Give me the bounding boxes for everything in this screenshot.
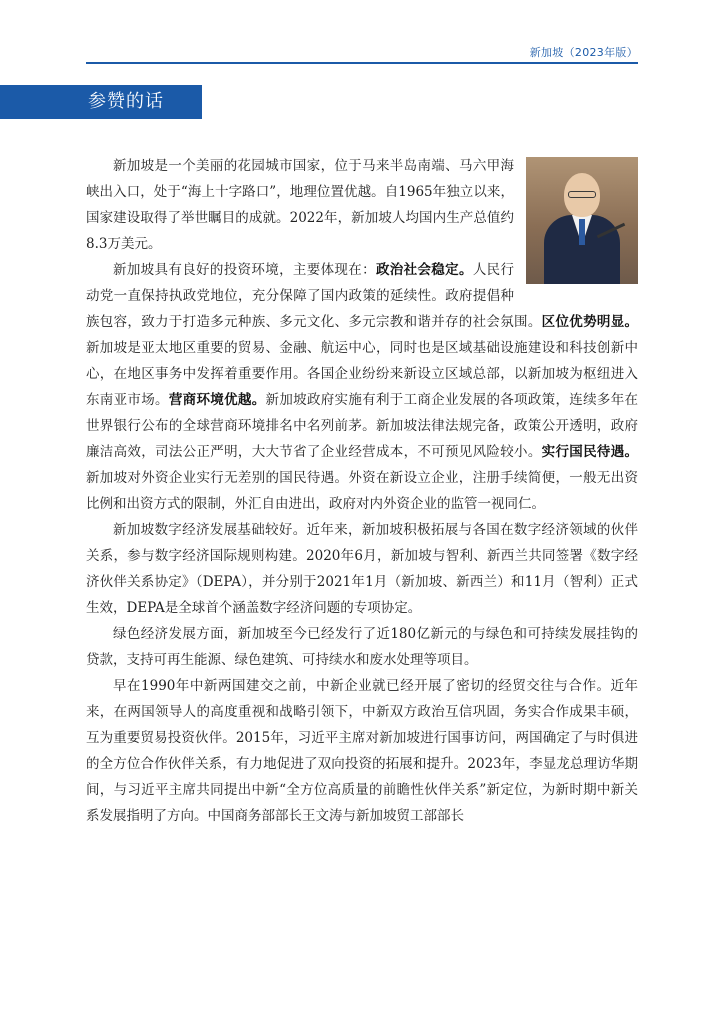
paragraph-green-economy: 绿色经济发展方面，新加坡至今已经发行了近180亿新元的与绿色和可持续发展挂钩的贷款，支持可再生能源、绿色建筑、可持续水和废水处理等项目。 bbox=[86, 626, 638, 668]
text-run: 新加坡具有良好的投资环境，主要体现在： bbox=[113, 262, 376, 278]
text-run: 新加坡政府实施有利于工商企业发展的各项政策，连续多年在世界银行公布的全球营商环境排名中名列前茅。新加坡法律法规完备，政策公开透明，政府廉洁高效，司法公正严明，大大节省了企业经营成本，不可预见风险较小。 bbox=[86, 392, 639, 460]
portrait-photo bbox=[526, 157, 638, 284]
highlight-political-stability: 政治社会稳定。 bbox=[375, 262, 473, 278]
running-header: 新加坡（2023年版） bbox=[529, 46, 638, 59]
paragraph-investment bbox=[86, 257, 638, 517]
header-rule bbox=[86, 62, 638, 64]
highlight-location-advantage: 区位优势明显。 bbox=[541, 314, 639, 330]
paragraph-intro: 新加坡是一个美丽的花园城市国家，位于马来半岛南端、马六甲海峡出入口，处于“海上十字路口”，地理位置优越。自1965年独立以来，国家建设取得了举世瞩目的成就。2022年，新加坡人均国内生产总值约8.3万美元。 bbox=[86, 158, 514, 252]
body-text bbox=[86, 153, 638, 829]
highlight-national-treatment: 实行国民待遇。 bbox=[541, 444, 639, 460]
paragraph-bilateral-relations: 早在1990年中新两国建交之前，中新企业就已经开展了密切的经贸交往与合作。近年来，在两国领导人的高度重视和战略引领下，中新双方政治互信巩固，务实合作成果丰硕，互为重要贸易投资伙伴。2015年，习近平主席对新加坡进行国事访问，两国确定了与时俱进的全方位合作伙伴关系，有力地促进了双向投资的拓展和提升。2023年，李显龙总理访华期间，与习近平主席共同提出中新“全方位高质量的前瞻性伙伴关系”新定位，为新时期中新关系发展指明了方向。中国商务部部长王文涛与新加坡贸工部部长 bbox=[86, 678, 638, 824]
text-run: 新加坡对外资企业实行无差别的国民待遇。外资在新设立企业，注册手续简便，一般无出资比例和出资方式的限制，外汇自由进出，政府对内外资企业的监管一视同仁。 bbox=[86, 470, 638, 512]
text-run: 新加坡是亚太地区重要的贸易、金融、航运中心，同时也是区域基础设施建设和科技创新中心，在地区事务中发挥着重要作用。各国企业纷纷来新设立区域总部，以新加坡为枢纽进入东南亚市场。 bbox=[86, 340, 638, 408]
text-run: 人民行动党一直保持执政党地位，充分保障了国内政策的延续性。政府提倡种族包容，致力于打造多元种族、多元文化、多元宗教和谐并存的社会氛围。 bbox=[86, 262, 542, 330]
section-title-bar bbox=[0, 85, 202, 119]
section-title: 参赞的话 bbox=[88, 91, 164, 112]
paragraph-digital-economy: 新加坡数字经济发展基础较好。近年来，新加坡积极拓展与各国在数字经济领域的伙伴关系，参与数字经济国际规则构建。2020年6月，新加坡与智利、新西兰共同签署《数字经济伙伴关系协定》（DEPA），并分别于2021年1月（新加坡、新西兰）和11月（智利）正式生效，DEPA是全球首个涵盖数字经济问题的专项协定。 bbox=[86, 522, 638, 616]
highlight-business-environment: 营商环境优越。 bbox=[168, 392, 266, 408]
